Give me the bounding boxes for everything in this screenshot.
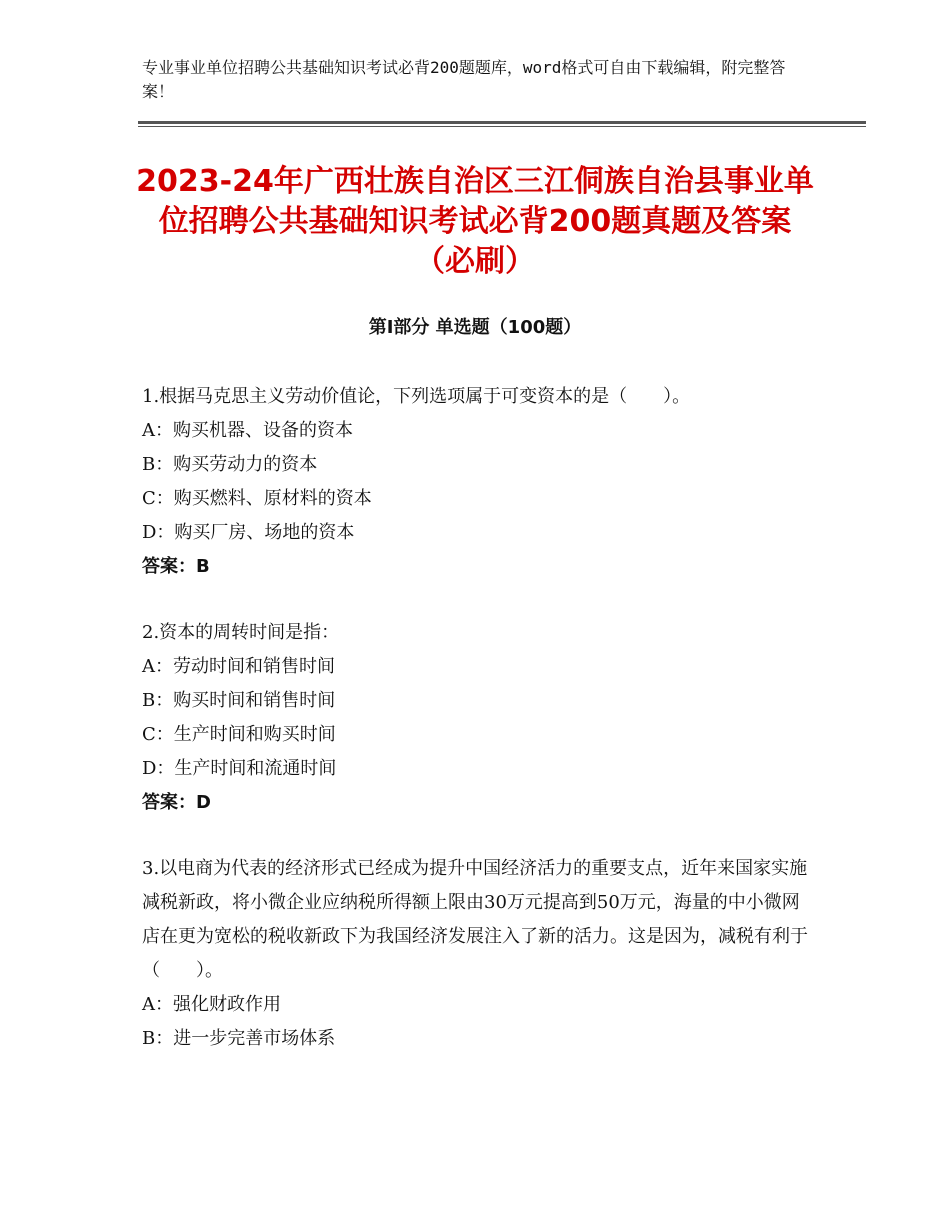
section-title: 第Ⅰ部分 单选题（100题） bbox=[368, 317, 582, 338]
option-c: C：购买燃料、原材料的资本 bbox=[142, 488, 372, 509]
option-c: C：生产时间和购买时间 bbox=[142, 724, 336, 745]
option-d: D：购买厂房、场地的资本 bbox=[142, 522, 355, 543]
question-stem: 3.以电商为代表的经济形式已经成为提升中国经济活力的重要支点，近年来国家实施减税新政，将小微企业应纳税所得额上限由30万元提高到50万元，海量的中小微网店在更为宽松的税收新政下为我国经济发展注入了新的活力。这是因为，减税有利于（ ）。 bbox=[142, 858, 808, 981]
question-3 bbox=[142, 852, 812, 1056]
question-stem: 1.根据马克思主义劳动价值论，下列选项属于可变资本的是（ ）。 bbox=[142, 386, 691, 407]
question-1 bbox=[142, 380, 812, 584]
option-a: A：劳动时间和销售时间 bbox=[142, 656, 335, 677]
question-stem: 2.资本的周转时间是指： bbox=[142, 622, 340, 643]
answer-line: 答案：D bbox=[142, 792, 211, 813]
header-divider-thin bbox=[138, 126, 866, 127]
header-note: 专业事业单位招聘公共基础知识考试必背200题题库，word格式可自由下载编辑，附完整答案！ bbox=[142, 58, 786, 101]
document-title: 2023-24年广西壮族自治区三江侗族自治县事业单位招聘公共基础知识考试必背200题真题及答案（必刷） bbox=[136, 164, 814, 279]
option-a: A：强化财政作用 bbox=[142, 994, 281, 1015]
option-d: D：生产时间和流通时间 bbox=[142, 758, 337, 779]
option-a: A：购买机器、设备的资本 bbox=[142, 420, 353, 441]
answer-line: 答案：B bbox=[142, 556, 210, 577]
option-b: B：进一步完善市场体系 bbox=[142, 1028, 336, 1049]
header-divider bbox=[138, 121, 866, 124]
question-2 bbox=[142, 616, 812, 820]
option-b: B：购买时间和销售时间 bbox=[142, 690, 336, 711]
option-b: B：购买劳动力的资本 bbox=[142, 454, 318, 475]
question-list bbox=[142, 380, 812, 1088]
